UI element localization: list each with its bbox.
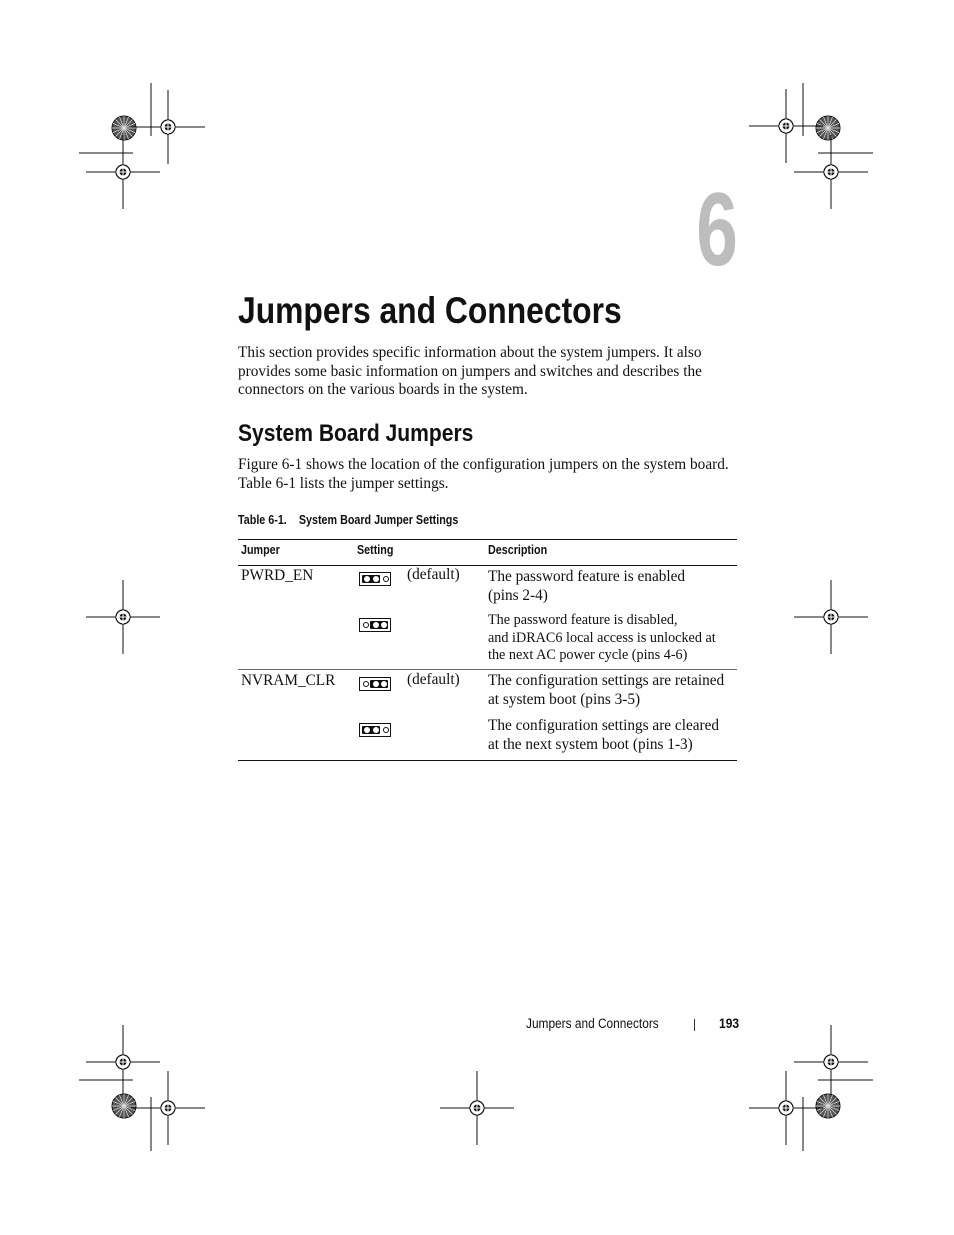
intro-paragraph: This section provides specific information about the system jumpers. It also provides some basic information on jumpers and switches and describes the connectors on the various boards in the system. xyxy=(238,344,702,399)
section-heading: System Board Jumpers xyxy=(238,420,474,447)
table-top-rule xyxy=(238,539,737,540)
footer-separator xyxy=(694,1019,695,1031)
setting-note: (default) xyxy=(407,566,460,583)
setting-description: The configuration settings are retained at system boot (pins 3-5) xyxy=(488,672,725,708)
jumper-pins-1-3-icon xyxy=(359,723,391,737)
chapter-number: 6 xyxy=(696,172,738,288)
jumper-pins-2-4-icon xyxy=(359,572,391,586)
running-footer-title: Jumpers and Connectors xyxy=(526,1016,659,1031)
table-caption-title: System Board Jumper Settings xyxy=(298,513,459,527)
setting-description: The password feature is enabled (pins 2-4) xyxy=(488,568,686,604)
jumper-name: NVRAM_CLR xyxy=(241,672,336,689)
jumper-pins-4-6-icon xyxy=(359,618,391,632)
table-bottom-rule xyxy=(238,760,737,761)
page-number: 193 xyxy=(719,1015,740,1031)
chapter-title: Jumpers and Connectors xyxy=(238,290,622,331)
jumper-name: PWRD_EN xyxy=(241,567,314,584)
header-jumper: Jumper xyxy=(241,543,280,557)
row-rule xyxy=(238,669,737,670)
setting-description: The password feature is disabled, and iDRAC6 local access is unlocked at the next AC power cycle (pins 4-6) xyxy=(488,612,716,663)
header-setting: Setting xyxy=(357,543,394,557)
header-description: Description xyxy=(488,543,548,557)
header-rule xyxy=(238,565,737,566)
setting-note: (default) xyxy=(407,671,460,688)
section-paragraph: Figure 6-1 shows the location of the configuration jumpers on the system board. Table 6-1 lists the jumper settings. xyxy=(238,456,729,492)
table-caption xyxy=(238,513,458,527)
setting-description: The configuration settings are cleared at the next system boot (pins 1-3) xyxy=(488,717,720,753)
table-caption-label: Table 6-1. xyxy=(238,513,287,527)
jumper-pins-3-5-icon xyxy=(359,677,391,691)
